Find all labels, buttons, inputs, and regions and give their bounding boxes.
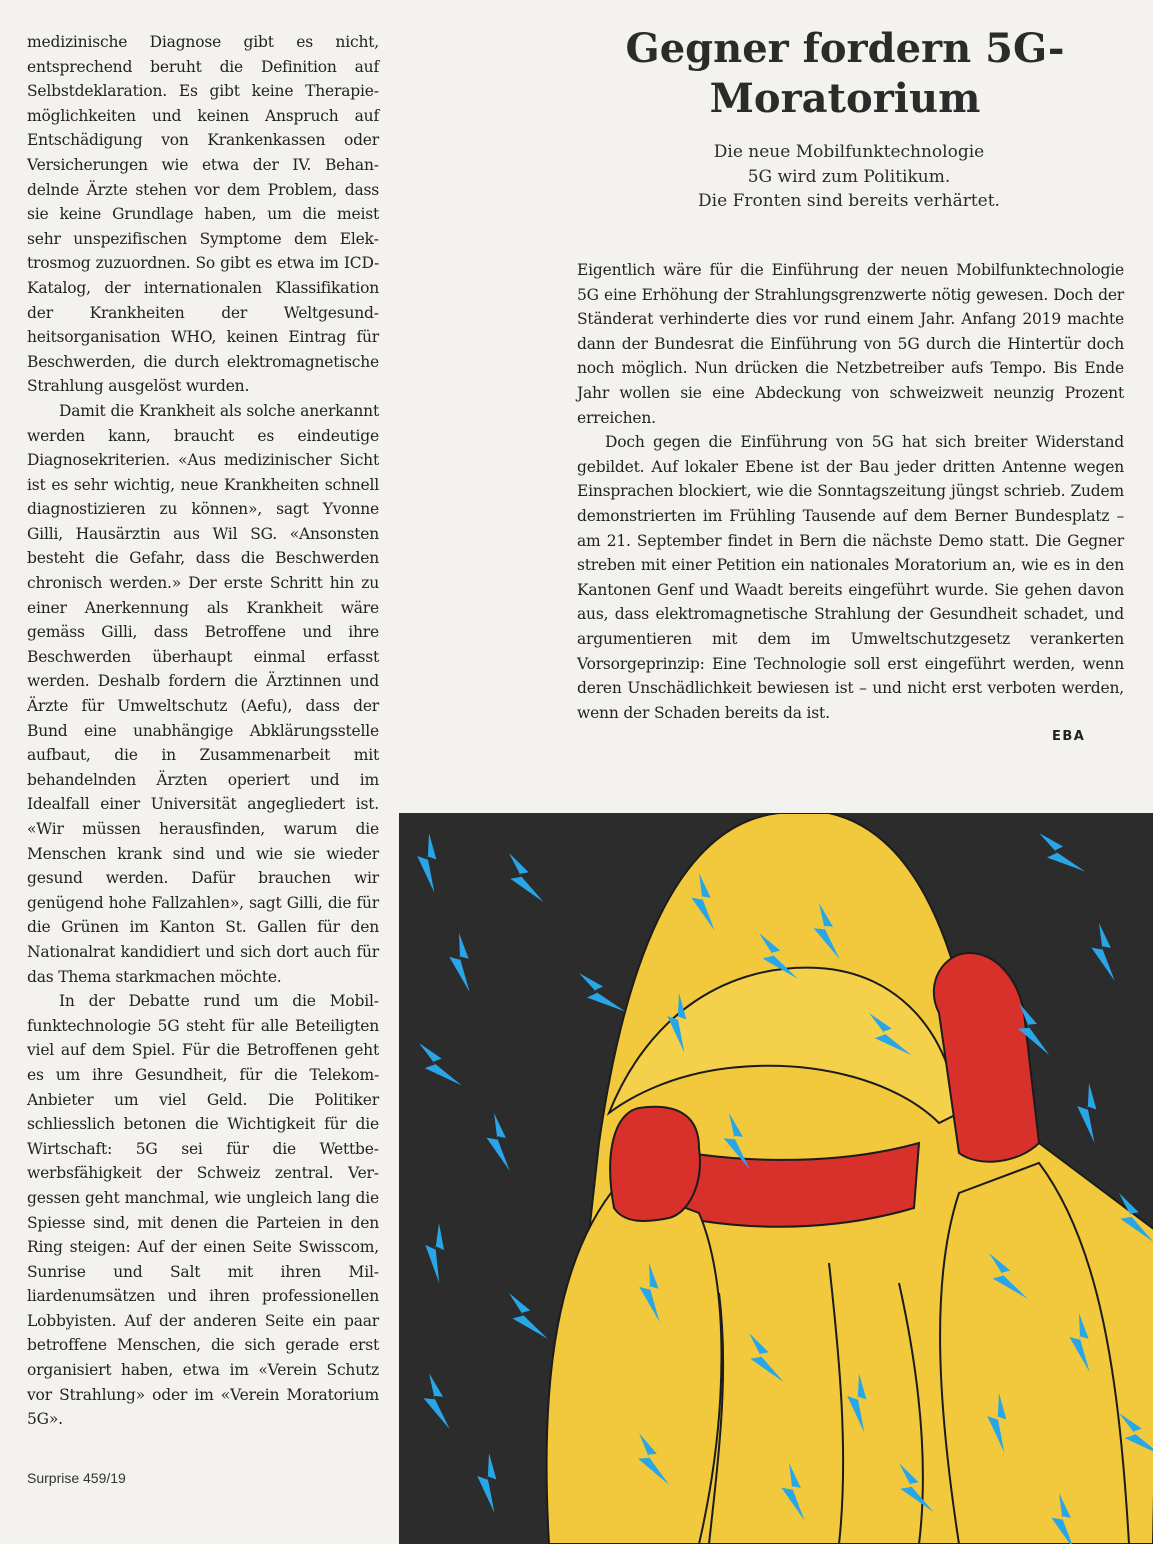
- paragraph: Damit die Krankheit als solche anerkannt werden kann, braucht es eindeutige Diagnosekriterien. «Aus medizinischer Sicht ist es sehr wichtig, neue Krankheiten schnell diagnostizieren zu können», sagt Yvonne Gilli, Hausärztin aus Wil SG. «Ansonsten besteht die Gefahr, dass die Beschwerden chronisch werden.» Der erste Schritt hin zu einer Anerkennung als Krankheit wäre gemäss Gilli, dass Betroffene und ihre Beschwerden überhaupt einmal erfasst werden. Deshalb fordern die Ärztinnen und Ärzte für Umweltschutz (Aefu), dass der Bund eine unabhängige Abklärungsstelle aufbaut, die in Zusammenarbeit mit behandelnden Ärzten operiert und im Idealfall einer Universität angegliedert ist. «Wir müssen herausfinden, warum die Menschen krank sind und wie sie wieder gesund werden. Dafür brauchen wir genügend hohe Fallzahlen», sagt Gilli, die für die Grünen im Kanton St. Gallen für den Nationalrat kandidiert und sich dort auch für das Thema starkmachen möchte.: [27, 401, 379, 986]
- paragraph: In der Debatte rund um die Mobilfunktechnologie 5G steht für alle Beteiligten viel auf dem Spiel. Für die Betroffenen geht es um ihre Gesundheit, für die Telekom-Anbieter um viel Geld. Die Politiker schliesslich betonen die Wichtigkeit für die Wirtschaft: 5G sei für die Wettbewerbsfähigkeit der Schweiz zentral. Vergessen geht manchmal, wie ungleich lang die Spiesse sind, mit denen die Parteien in den Ring steigen: Auf der einen Seite Swisscom, Sunrise und Salt mit ihren Milliardenumsätzen und ihren professionellen Lobbyisten. Auf der anderen Seite ein paar betroffene Menschen, die sich gerade erst organisiert haben, etwa im «Verein Schutz vor Strahlung» oder im «Verein Moratorium 5G».: [27, 992, 379, 1429]
- issue-footer: Surprise 459/19: [27, 1470, 126, 1486]
- illustration-svg: [399, 813, 1153, 1544]
- subtitle-line: Die Fronten sind bereits verhärtet.: [698, 191, 1000, 211]
- box-subtitle: [600, 140, 1098, 214]
- paragraph: medizinische Diagnose gibt es nicht, entsprechend beruht die Definition auf Selbstdeklaration. Es gibt keine Therapiemöglichkeiten und keinen Anspruch auf Entschädigung von Krankenkassen oder Versicherungen wie etwa der IV. Behandelnde Ärzte stehen vor dem Problem, dass sie keine Grundlage haben, um die meist sehr unspezifischen Symptome dem Elektrosmog zuzuordnen. So gibt es etwa im ICD-Katalog, der internationalen Klassifikation der Krankheiten der Weltgesundheitsorganisation WHO, keinen Eintrag für Beschwerden, die durch elektromagnetische Strahlung ausgelöst wurden.: [27, 33, 379, 396]
- left-glove: [610, 1107, 700, 1221]
- paragraph: Doch gegen die Einführung von 5G hat sich breiter Widerstand gebildet. Auf lokaler Ebene ist der Bau jeder dritten Antenne wegen Einsprachen blockiert, wie die Sonntagszeitung jüngst schrieb. Zudem demonstrierten im Frühling Tausende auf dem Berner Bundesplatz – am 21. September findet in Bern die nächste Demo statt. Die Gegner streben mit einer Petition ein nationales Moratorium an, wie es in den Kantonen Genf und Waadt bereits eingeführt wurde. Sie gehen davon aus, dass elektromagnetische Strahlung der Gesundheit schadet, und argumentieren mit dem im Umweltschutzgesetz verankerten Vorsorgeprinzip: Eine Technologie soll erst eingeführt werden, wenn deren Unschädlichkeit bewiesen ist – und nicht erst verboten werden, wenn der Schaden bereits da ist.: [577, 433, 1124, 722]
- author-byline: EBA: [1052, 729, 1086, 744]
- paragraph: Eigentlich wäre für die Einführung der neuen Mobilfunktechnologie 5G eine Erhöhung der Strahlungsgrenzwerte nötig gewesen. Doch der Ständerat verhinderte dies vor rund einem Jahr. Anfang 2019 machte dann der Bundesrat die Einführung von 5G durch die Hintertür doch noch möglich. Nun drücken die Netzbetreiber aufs Tempo. Bis Ende Jahr wollen sie eine Abdeckung von schweizweit neunzig Prozent erreichen.: [577, 261, 1124, 427]
- box-body: [577, 258, 1124, 725]
- illustration-hooded-figure: [399, 813, 1153, 1544]
- subtitle-line: Die neue Mobilfunktechnologie: [713, 142, 985, 162]
- box-headline: Gegner fordern 5G-Moratorium: [625, 25, 1065, 122]
- left-column-text: [27, 30, 379, 1432]
- subtitle-line: 5G wird zum Politikum.: [747, 166, 951, 187]
